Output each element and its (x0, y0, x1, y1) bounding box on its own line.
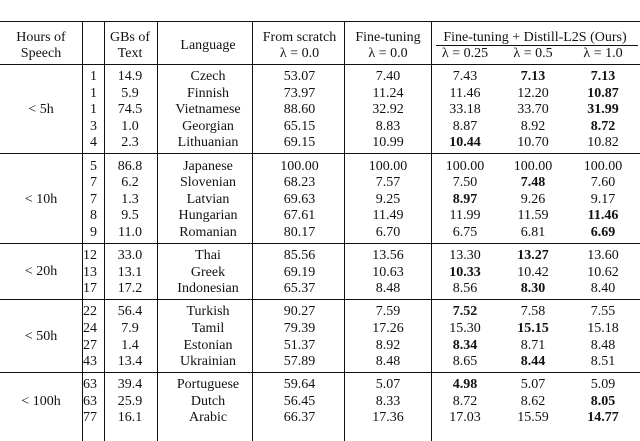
cell-ft: 11.24 (372, 85, 404, 101)
cell-scratch: 56.45 (283, 393, 316, 409)
cell-scratch: 90.27 (283, 304, 316, 320)
cell-gbs: 56.4 (117, 304, 143, 320)
cell-d100: 15.18 (587, 320, 619, 336)
cell-gbs: 17.2 (117, 281, 143, 297)
cell-lang: Hungarian (178, 208, 238, 224)
cell-d100: 9.17 (590, 191, 616, 207)
cell-hours: 24 (83, 320, 97, 336)
cell-ft: 10.99 (372, 135, 404, 151)
cell-d100: 8.51 (590, 354, 616, 370)
cell-scratch: 79.39 (283, 320, 316, 336)
cell-ft: 8.92 (375, 337, 401, 353)
cell-lang: Dutch (190, 393, 226, 409)
cell-d100: 10.87 (587, 85, 619, 101)
cell-ft: 13.56 (372, 248, 404, 263)
cell-d25: 15.30 (449, 320, 481, 336)
cell-scratch: 59.64 (283, 377, 316, 393)
cell-lang: Thai (195, 248, 221, 263)
cell-lang: Greek (190, 264, 226, 280)
cell-d100: 8.40 (590, 281, 616, 297)
vertical-rule (252, 22, 253, 441)
cell-d50: 9.26 (520, 191, 546, 207)
horizontal-rule (0, 299, 640, 300)
cell-lang: Romanian (179, 224, 237, 240)
header-distill-lambda: λ = 0.5 (513, 46, 553, 61)
cell-lang: Czech (190, 69, 226, 84)
cell-hours: 7 (90, 191, 97, 207)
cell-gbs: 1.3 (121, 191, 139, 207)
cell-gbs: 7.9 (121, 320, 139, 336)
cell-d50: 7.13 (520, 69, 546, 84)
cell-d25: 7.52 (452, 304, 478, 320)
cell-lang: Lithuanian (177, 135, 239, 151)
cell-gbs: 11.0 (118, 224, 142, 240)
cell-hours: 1 (90, 85, 97, 101)
header-gbs-line1: GBs of (109, 30, 151, 45)
horizontal-rule (436, 45, 638, 46)
group-label: < 10h (24, 191, 58, 207)
cell-d25: 8.56 (452, 281, 478, 297)
cell-scratch: 65.37 (283, 281, 316, 297)
cell-d100: 7.60 (590, 175, 616, 191)
cell-scratch: 66.37 (283, 410, 316, 426)
cell-d50: 7.58 (520, 304, 546, 320)
cell-hours: 1 (90, 102, 97, 118)
horizontal-rule (0, 243, 640, 244)
cell-d25: 11.99 (449, 208, 481, 224)
cell-d50: 8.44 (520, 354, 546, 370)
header-finetune-lambda: λ = 0.0 (368, 46, 408, 61)
cell-d50: 11.59 (517, 208, 549, 224)
cell-ft: 17.26 (372, 320, 404, 336)
cell-d50: 8.62 (520, 393, 546, 409)
cell-hours: 77 (83, 410, 97, 426)
cell-hours: 17 (83, 281, 97, 297)
cell-scratch: 80.17 (283, 224, 316, 240)
horizontal-rule (0, 153, 640, 154)
cell-scratch: 51.37 (283, 337, 316, 353)
cell-ft: 8.48 (375, 281, 401, 297)
header-distill-title: Fine-tuning + Distill-L2S (Ours) (443, 30, 627, 45)
cell-scratch: 69.63 (283, 191, 316, 207)
horizontal-rule (0, 64, 640, 65)
cell-hours: 4 (90, 135, 97, 151)
cell-d100: 7.55 (590, 304, 616, 320)
cell-d100: 8.72 (590, 118, 616, 134)
cell-ft: 7.57 (375, 175, 401, 191)
cell-hours: 7 (90, 175, 97, 191)
cell-d100: 11.46 (587, 208, 619, 224)
header-language: Language (180, 38, 236, 53)
cell-d25: 11.46 (449, 85, 481, 101)
cell-d100: 100.00 (583, 158, 623, 174)
header-hours-line1: Hours of (16, 30, 66, 45)
cell-d100: 31.99 (587, 102, 619, 118)
cell-d50: 100.00 (513, 158, 553, 174)
group-label: < 100h (21, 393, 61, 409)
cell-d50: 15.59 (517, 410, 549, 426)
cell-gbs: 2.3 (121, 135, 139, 151)
cell-gbs: 14.9 (117, 69, 143, 84)
header-gbs-line2: Text (117, 46, 143, 61)
group-label: < 5h (28, 102, 54, 117)
cell-gbs: 9.5 (121, 208, 139, 224)
cell-ft: 7.40 (375, 69, 401, 84)
cell-lang: Slovenian (180, 175, 236, 191)
cell-lang: Arabic (188, 410, 228, 426)
group-label: < 20h (24, 264, 58, 280)
cell-scratch: 100.00 (280, 158, 319, 174)
cell-hours: 13 (83, 264, 97, 280)
cell-scratch: 73.97 (283, 85, 316, 101)
header-finetune-title: Fine-tuning (355, 30, 421, 45)
cell-hours: 8 (90, 208, 97, 224)
cell-d100: 8.48 (590, 337, 616, 353)
cell-hours: 1 (90, 69, 97, 84)
cell-gbs: 86.8 (117, 158, 143, 174)
cell-ft: 17.36 (372, 410, 404, 426)
cell-d100: 6.69 (590, 224, 616, 240)
cell-lang: Georgian (182, 118, 234, 134)
cell-d100: 13.60 (587, 248, 619, 263)
cell-d50: 7.48 (520, 175, 546, 191)
cell-ft: 8.83 (375, 118, 401, 134)
cell-hours: 43 (83, 354, 97, 370)
cell-ft: 7.59 (375, 304, 401, 320)
cell-d50: 12.20 (517, 85, 549, 101)
cell-lang: Tamil (191, 320, 225, 336)
cell-d25: 17.03 (449, 410, 481, 426)
cell-scratch: 85.56 (283, 248, 316, 263)
cell-lang: Indonesian (177, 281, 239, 297)
cell-d50: 8.71 (520, 337, 546, 353)
cell-scratch: 69.15 (283, 135, 316, 151)
cell-d50: 10.42 (517, 264, 549, 280)
header-scratch-title: From scratch (262, 30, 337, 45)
cell-scratch: 68.23 (283, 175, 316, 191)
header-hours-line2: Speech (20, 46, 62, 61)
cell-d25: 8.34 (452, 337, 478, 353)
cell-d50: 15.15 (517, 320, 549, 336)
cell-d50: 33.70 (517, 102, 549, 118)
cell-d25: 13.30 (449, 248, 481, 263)
cell-lang: Turkish (186, 304, 230, 320)
cell-gbs: 1.4 (121, 337, 139, 353)
cell-hours: 63 (83, 393, 97, 409)
horizontal-rule (0, 21, 640, 22)
cell-lang: Vietnamese (175, 102, 241, 118)
cell-ft: 9.25 (375, 191, 401, 207)
header-distill-lambda: λ = 1.0 (583, 46, 623, 61)
cell-d50: 8.92 (520, 118, 546, 134)
cell-gbs: 13.1 (117, 264, 143, 280)
cell-d25: 8.65 (452, 354, 478, 370)
cell-d25: 8.72 (452, 393, 478, 409)
cell-gbs: 16.1 (117, 410, 143, 426)
cell-hours: 22 (83, 304, 97, 320)
cell-lang: Finnish (186, 85, 229, 101)
cell-gbs: 6.2 (121, 175, 139, 191)
cell-scratch: 65.15 (283, 118, 316, 134)
cell-gbs: 74.5 (117, 102, 143, 118)
vertical-rule (157, 22, 158, 441)
header-scratch-lambda: λ = 0.0 (279, 46, 320, 61)
cell-d100: 10.82 (587, 135, 619, 151)
cell-gbs: 1.0 (121, 118, 139, 134)
cell-gbs: 25.9 (117, 393, 143, 409)
cell-hours: 27 (83, 337, 97, 353)
cell-d50: 8.30 (520, 281, 546, 297)
cell-lang: Japanese (183, 158, 233, 174)
cell-d100: 14.77 (587, 410, 619, 426)
cell-d25: 10.44 (449, 135, 481, 151)
cell-ft: 8.48 (375, 354, 401, 370)
header-distill-lambda: λ = 0.25 (441, 46, 489, 61)
cell-d25: 33.18 (449, 102, 481, 118)
cell-d25: 4.98 (452, 377, 478, 393)
cell-gbs: 13.4 (117, 354, 143, 370)
cell-scratch: 67.61 (283, 208, 316, 224)
cell-d25: 8.87 (452, 118, 478, 134)
cell-d100: 5.09 (590, 377, 616, 393)
cell-d25: 8.97 (452, 191, 478, 207)
cell-d25: 10.33 (449, 264, 481, 280)
group-label: < 50h (24, 329, 58, 344)
cell-d25: 7.43 (452, 69, 478, 84)
cell-scratch: 57.89 (283, 354, 316, 370)
horizontal-rule (0, 372, 640, 373)
cell-gbs: 39.4 (117, 377, 143, 393)
cell-ft: 8.33 (375, 393, 401, 409)
cell-ft: 10.63 (372, 264, 404, 280)
cell-d25: 100.00 (445, 158, 485, 174)
cell-ft: 11.49 (372, 208, 404, 224)
cell-lang: Portuguese (176, 377, 240, 393)
cell-hours: 3 (90, 118, 97, 134)
cell-lang: Estonian (183, 337, 233, 353)
vertical-rule (344, 22, 345, 441)
cell-gbs: 5.9 (121, 85, 139, 101)
cell-scratch: 88.60 (283, 102, 316, 118)
cell-hours: 12 (83, 248, 97, 263)
cell-d100: 8.05 (590, 393, 616, 409)
cell-gbs: 33.0 (117, 248, 143, 263)
cell-scratch: 53.07 (283, 69, 316, 84)
cell-d100: 7.13 (590, 69, 616, 84)
cell-hours: 5 (90, 158, 97, 174)
cell-ft: 100.00 (368, 158, 408, 174)
cell-lang: Ukrainian (180, 354, 236, 370)
cell-hours: 63 (83, 377, 97, 393)
cell-ft: 5.07 (375, 377, 401, 393)
cell-hours: 9 (90, 224, 97, 240)
cell-d50: 13.27 (517, 248, 549, 263)
cell-ft: 6.70 (375, 224, 401, 240)
cell-d25: 6.75 (452, 224, 478, 240)
cell-d50: 6.81 (520, 224, 546, 240)
cell-d50: 10.70 (517, 135, 549, 151)
cell-ft: 32.92 (372, 102, 404, 118)
cell-d25: 7.50 (452, 175, 478, 191)
cell-lang: Latvian (186, 191, 230, 207)
cell-d50: 5.07 (520, 377, 546, 393)
cell-d100: 10.62 (587, 264, 619, 280)
cell-scratch: 69.19 (283, 264, 316, 280)
